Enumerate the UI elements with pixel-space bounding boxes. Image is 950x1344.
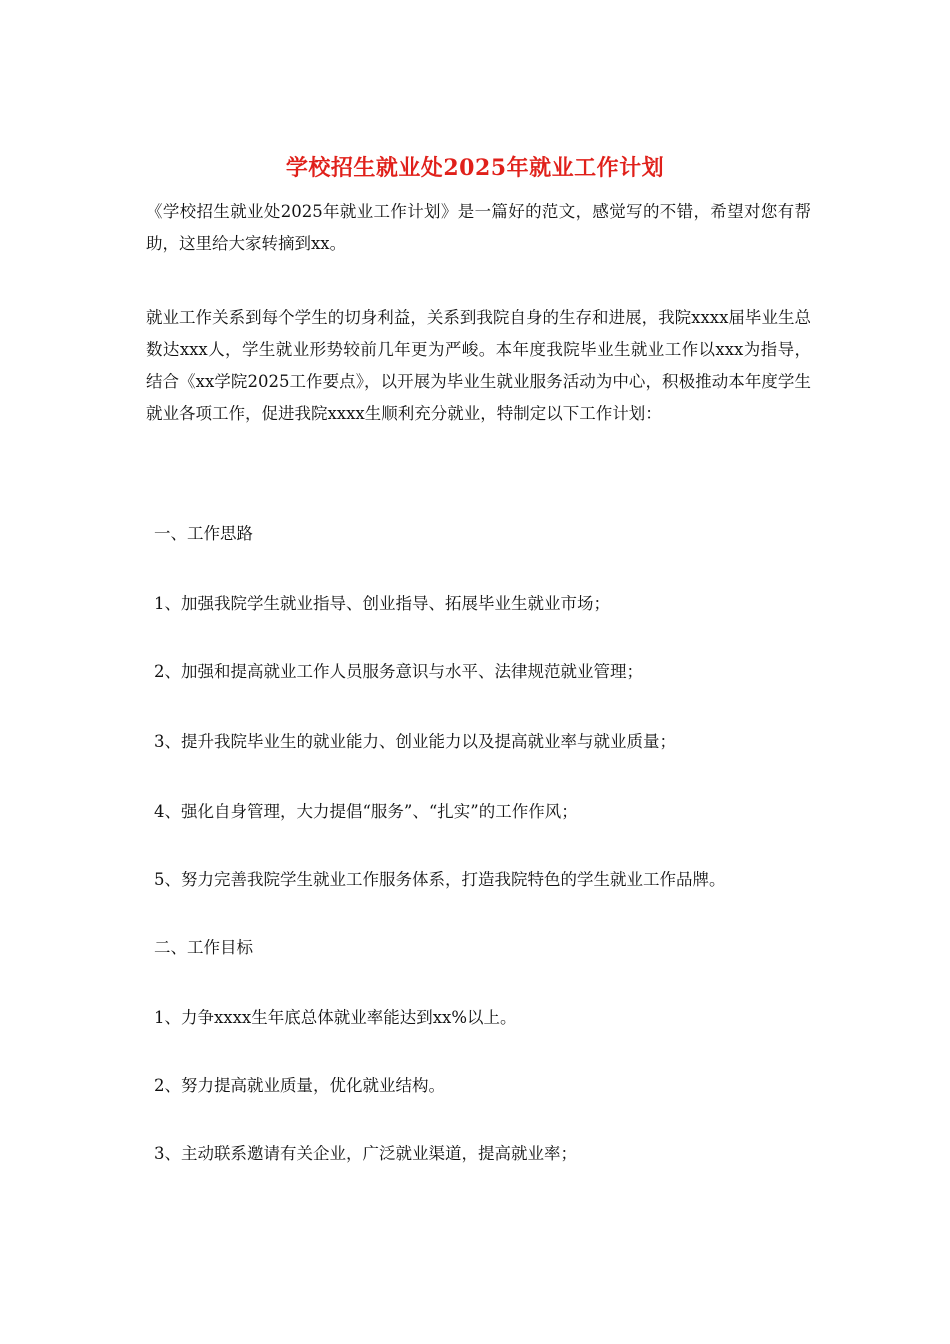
list-item: 4、强化自身管理，大力提倡“服务”、“扎实”的工作作风； xyxy=(154,802,578,821)
list-item: 2、加强和提高就业工作人员服务意识与水平、法律规范就业管理； xyxy=(154,662,643,681)
list-item: 1、力争xxxx生年底总体就业率能达到xx%以上。 xyxy=(154,1008,517,1027)
list-item: 3、提升我院毕业生的就业能力、创业能力以及提高就业率与就业质量； xyxy=(154,732,676,751)
list-item: 5、努力完善我院学生就业工作服务体系，打造我院特色的学生就业工作品牌。 xyxy=(154,870,726,889)
body-paragraph: 就业工作关系到每个学生的切身利益，关系到我院自身的生存和进展，我院xxxx届毕业生总数达xxx人，学生就业形势较前几年更为严峻。本年度我院毕业生就业工作以xxx为指导，结合《xx学院2025工作要点》，以开展为毕业生就业服务活动为中心，积极推动本年度学生就业各项工作，促进我院xxxx生顺利充分就业，特制定以下工作计划： xyxy=(146,308,811,423)
section-heading-work-goals: 二、工作目标 xyxy=(154,938,253,957)
list-item: 3、主动联系邀请有关企业，广泛就业渠道，提高就业率； xyxy=(154,1144,577,1163)
document-title: 学校招生就业处2025年就业工作计划 xyxy=(285,155,665,181)
list-item: 2、努力提高就业质量，优化就业结构。 xyxy=(154,1076,445,1095)
list-item: 1、加强我院学生就业指导、创业指导、拓展毕业生就业市场； xyxy=(154,594,610,613)
intro-paragraph: 《学校招生就业处2025年就业工作计划》是一篇好的范文，感觉写的不错，希望对您有帮助，这里给大家转摘到xx。 xyxy=(146,202,811,253)
section-heading-work-ideas: 一、工作思路 xyxy=(154,524,253,543)
